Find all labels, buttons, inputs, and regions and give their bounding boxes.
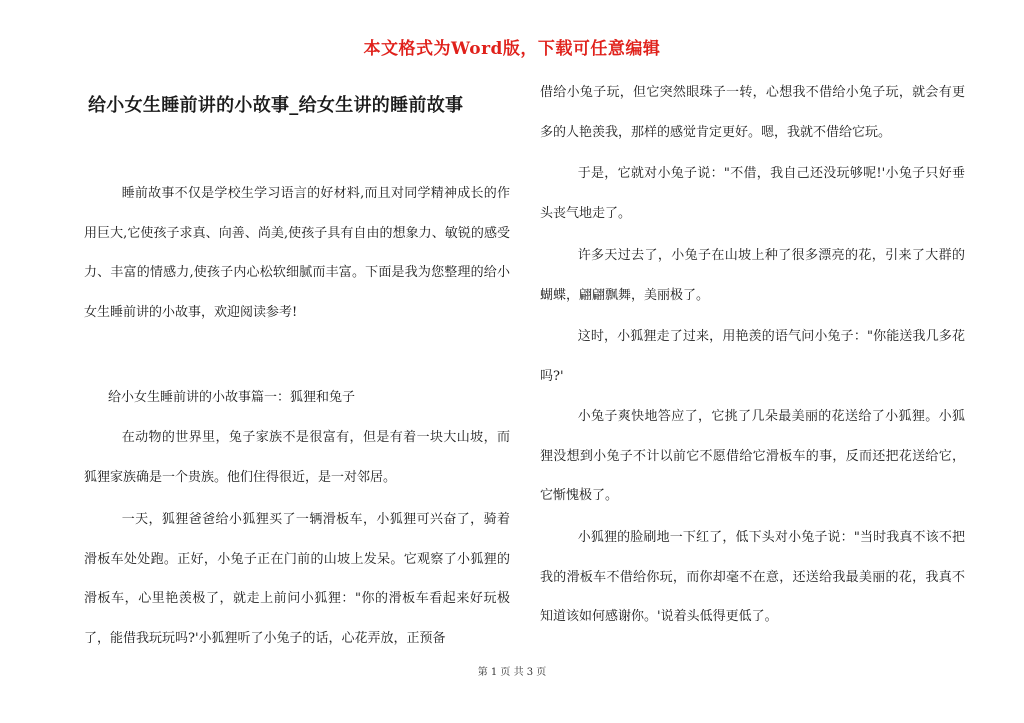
page-footer: 第 1 页 共 3 页 <box>477 667 547 678</box>
story-paragraph-3: 借给小兔子玩，但它突然眼珠子一转，心想我不借给小兔子玩，就会有更多的人艳羡我，那样的感觉肯定更好。嗯，我就不借给它玩。 <box>540 85 965 140</box>
intro-paragraph: 睡前故事不仅是学校生学习语言的好材料,而且对同学精神成长的作用巨大,它使孩子求真、向善、尚美,使孩子具有自由的想象力、敏锐的感受力、丰富的情感力,使孩子内心松软细腻而丰富。下面是我为您整理的给小女生睡前讲的小故事，欢迎阅读参考! <box>84 186 510 320</box>
story-paragraph-1: 在动物的世界里，兔子家族不是很富有，但是有着一块大山坡，而狐狸家族确是一个贵族。他们住得很近，是一对邻居。 <box>84 430 510 485</box>
story-paragraph-4: 于是，它就对小兔子说："不借，我自己还没玩够呢!'小兔子只好垂头丧气地走了。 <box>540 166 965 221</box>
story-paragraph-6: 这时，小狐狸走了过来，用艳羡的语气问小兔子："你能送我几多花吗?' <box>540 329 965 384</box>
story-paragraph-8: 小狐狸的脸刷地一下红了，低下头对小兔子说："当时我真不该不把我的滑板车不借给你玩，而你却毫不在意，还送给我最美丽的花，我真不知道该如何感谢你。'说着头低得更低了。 <box>540 530 965 624</box>
story-paragraph-2: 一天，狐狸爸爸给小狐狸买了一辆滑板车，小狐狸可兴奋了，骑着滑板车处处跑。正好，小兔子正在门前的山坡上发呆。它观察了小狐狸的滑板车，心里艳羡极了，就走上前问小狐狸："你的滑板车看起来好玩极了，能借我玩玩吗?'小狐狸听了小兔子的话，心花弄放，正预备 <box>84 512 510 646</box>
document-title: 给小女生睡前讲的小故事_给女生讲的睡前故事 <box>88 95 464 116</box>
story-paragraph-5: 许多天过去了，小兔子在山坡上种了很多漂亮的花，引来了大群的蝴蝶，翩翩飘舞，美丽极了。 <box>540 248 965 303</box>
section-heading: 给小女生睡前讲的小故事篇一：狐狸和兔子 <box>108 390 356 405</box>
story-paragraph-7: 小兔子爽快地答应了，它挑了几朵最美丽的花送给了小狐狸。小狐狸没想到小兔子不计以前它不愿借给它滑板车的事，反而还把花送给它，它惭愧极了。 <box>540 409 965 503</box>
document-banner: 本文格式为Word版，下载可任意编辑 <box>363 39 661 59</box>
